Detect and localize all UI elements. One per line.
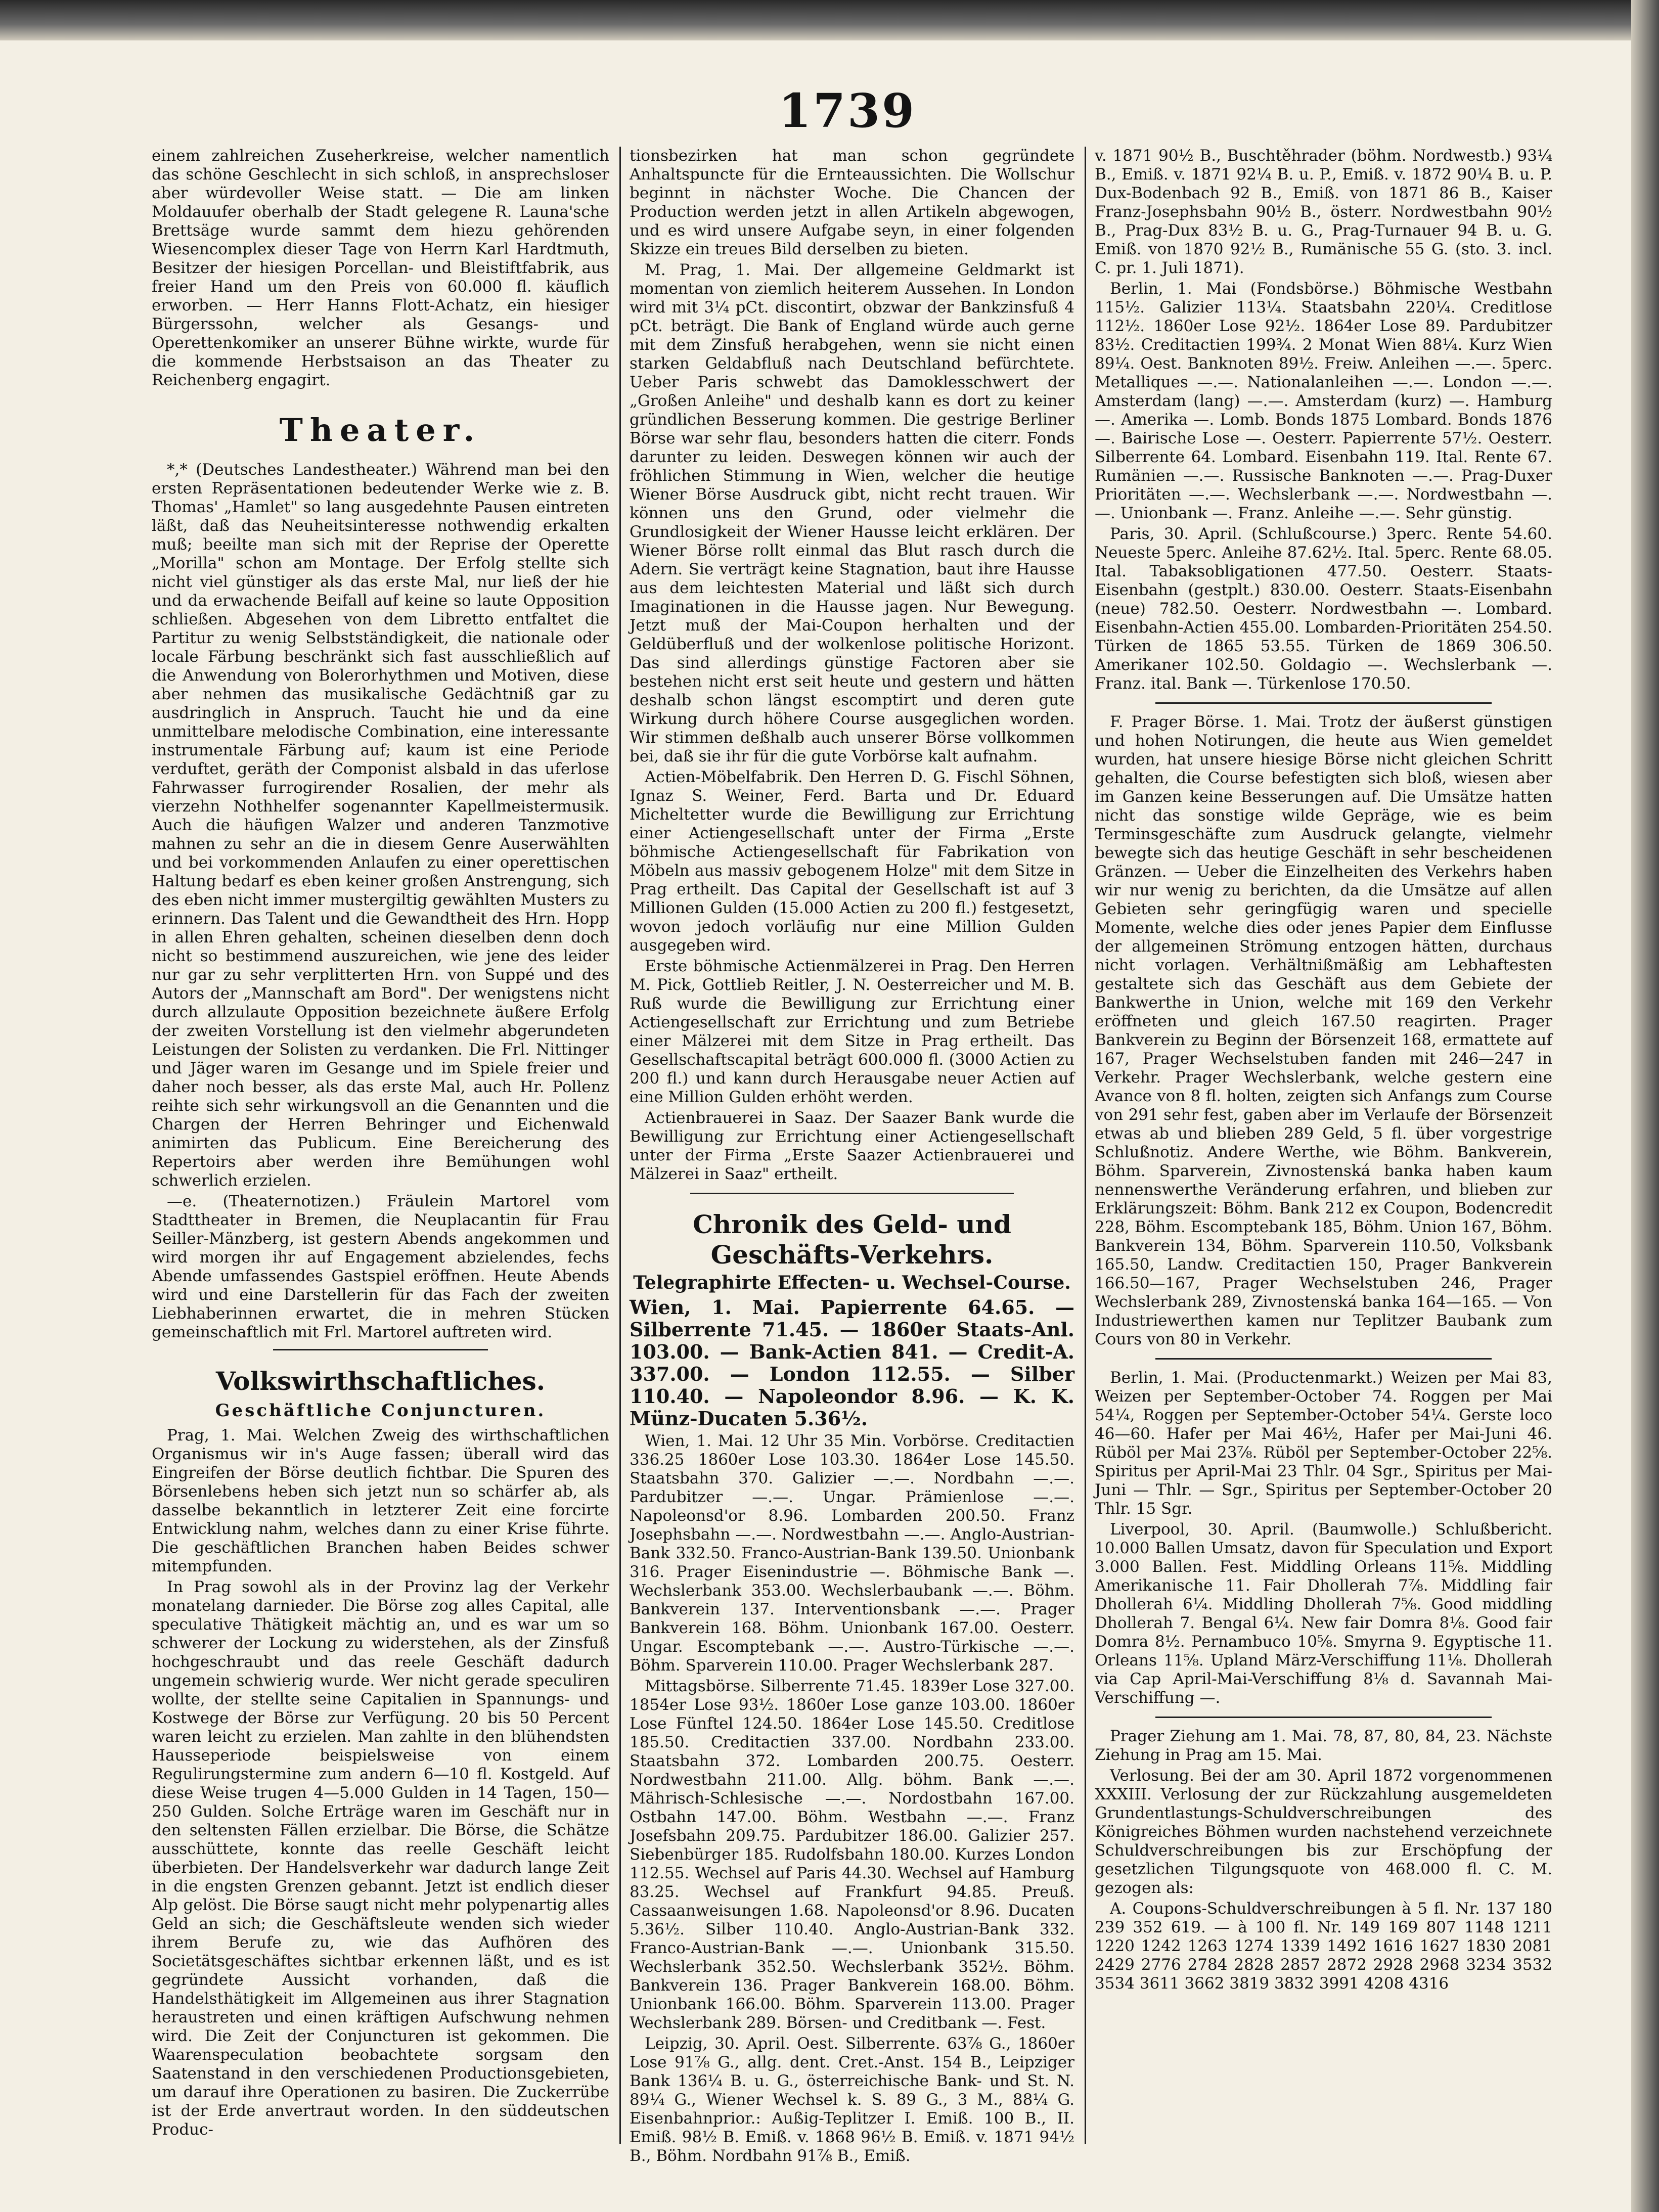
section-title-theater: Theater. — [279, 412, 482, 448]
telegraph-quotes: Wien, 1. Mai. Papierrente 64.65. — Silberrente 71.45. — 1860er Staats-Anl. 103.00. — Bank-Actien 841. — Credit-A. 337.00. — London 112.55. — Silber 110.40. — Napoleondor 8.96. — K. K. Münz-Ducaten 5.36½. — [630, 1296, 1074, 1430]
scan-border-top — [0, 0, 1659, 40]
paragraph: Liverpool, 30. April. (Baumwolle.) Schlußbericht. 10.000 Ballen Umsatz, davon für Speculation und Export 3.000 Ballen. Fest. Middling Orleans 11⅝. Middling Amerikanische 11. Fair Dhollerah 7⅞. Middling fair Dhollerah 6¼. Middling Dhollerah 7⅝. Good middling Dhollerah 7. Bengal 6¼. New fair Domra 8⅛. Good fair Domra 8½. Pernambuco 10⅝. Smyrna 9. Egyptische 11. Orleans 11⅝. Upland März-Verschiffung 11⅛. Dhollerah via Cap April-Mai-Verschiffung 8⅛ d. Savannah Mai-Verschiffung —. — [1095, 1520, 1552, 1707]
page-number: 1739 — [779, 83, 917, 138]
divider — [273, 1349, 488, 1350]
paragraph: Berlin, 1. Mai (Fondsbörse.) Böhmische Westbahn 115½. Galizier 113¼. Staatsbahn 220¼. Creditlose 112½. 1860er Lose 92½. 1864er Lose 89. Pardubitzer 83½. Creditactien 199¾. 2 Monat Wien 88¼. Kurz Wien 89¼. Oest. Banknoten 89½. Freiw. Anleihen —.—. 5perc. Metalliques —.—. Nationalanleihen —.—. London —.—. Amsterdam (lang) —.—. Amsterdam (kurz) —. Hamburg —. Amerika —. Lomb. Bonds 1875 Lombard. Bonds 1876 —. Bairische Lose —. Oesterr. Papierrente 57½. Oesterr. Silberrente 64. Lombard. Eisenbahn 119. Ital. Rente 67. Rumänien —.—. Russische Banknoten —.—. Prag-Duxer Prioritäten —.—. Wechslerbank —.—. Nordwestbahn —.—. Unionbank —. Franz. Anleihe —.—. Sehr günstig. — [1095, 280, 1552, 522]
paragraph: In Prag sowohl als in der Provinz lag der Verkehr monatelang darnieder. Die Börse zog alles Capital, alle speculative Thätigkeit mächtig an, und es war um so schwerer der Lockung zu widerstehen, als der Zinsfuß hochgeschraubt und das reele Geschäft dadurch ungemein schwierig wurde. Wer nicht gerade speculiren wollte, der stellte seine Capitalien in Spannungs- und Kostwege der Börse zur Verfügung. 20 bis 50 Percent waren leicht zu erzielen. Man zahlte in den blühendsten Hausseperiode beispielsweise von einem Regulirungstermine zum andern 6—10 fl. Kostgeld. Auf diese Weise trugen 4—5.000 Gulden in 14 Tagen, 150—250 Gulden. Solche Erträge waren im Geschäft nur in den seltensten Fällen erzielbar. Die Börse, die Schätze ausschüttete, konnte das reelle Geschäft leicht überbieten. Der Handelsverkehr war dadurch lange Zeit in die engsten Grenzen gebannt. Jetzt ist endlich dieser Alp gelöst. Die Börse saugt nicht mehr polypenartig alles Geld an sich; die Geschäftsleute wenden sich wieder ihrem Berufe zu, wie das Aufhören des Societätsgeschäftes sichtbar erkennen läßt, und es ist gegründete Aussicht vorhanden, daß die Handelsthätigkeit im Allgemeinen aus ihrer Stagnation heraustreten und einen kräftigen Aufschwung nehmen wird. Die Zeit der Conjuncturen ist gekommen. Die Waarenspeculation beobachtete sorgsam den Saatenstand in den verschiedenen Productionsgebieten, um darauf ihre Operationen zu basiren. Die Zuckerrübe ist der Erde anvertraut worden. In den süddeutschen Produc- — [152, 1578, 609, 2139]
subheading: Geschäftliche Conjuncturen. — [215, 1401, 546, 1421]
paragraph: Leipzig, 30. April. Oest. Silberrente. 63⅞ G., 1860er Lose 91⅞ G., allg. dent. Cret.-Anst. 154 B., Leipziger Bank 136¼ B. u. G., österreichische Bank- und St. N. 89¼ G., Wiener Wechsel k. S. 89 G., 3 M., 88¼ G. Eisenbahnprior.: Außig-Teplitzer I. Emiß. 100 B., II. Emiß. 98½ B. Emiß. v. 1868 96½ B. Emiß. v. 1871 94½ B., Böhm. Nordbahn 91⅞ B., Emiß. — [630, 2035, 1074, 2165]
subheading: Telegraphirte Effecten- u. Wechsel-Course. — [633, 1272, 1071, 1293]
paragraph: Erste böhmische Actienmälzerei in Prag. Den Herren M. Pick, Gottlieb Reitler, J. N. Oesterreicher und M. B. Ruß wurde die Bewilligung zur Errichtung einer Actiengesellschaft zur Errichtung und zum Betriebe einer Mälzerei mit dem Sitze in Prag ertheilt. Das Gesellschaftscapital beträgt 600.000 fl. (3000 Actien zu 200 fl.) und kann durch Herausgabe neuer Actien auf eine Million Gulden erhöht werden. — [630, 957, 1074, 1106]
column-1 — [152, 147, 609, 2149]
paragraph: Paris, 30. April. (Schlußcourse.) 3perc. Rente 54.60. Neueste 5perc. Anleihe 87.62½. Ital. 5perc. Rente 68.05. Ital. Tabaksobligationen 477.50. Oesterr. Staats-Eisenbahn (gestplt.) 830.00. Oesterr. Staats-Eisenbahn (neue) 782.50. Oesterr. Nordwestbahn —. Lombard. Eisenbahn-Actien 455.00. Lombarden-Prioritäten 254.50. Türken de 1865 53.55. Türken de 1869 306.50. Amerikaner 102.50. Goldagio —. Wechslerbank —. Franz. ital. Bank —. Türkenlose 170.50. — [1095, 525, 1552, 693]
divider — [690, 1193, 1014, 1194]
paragraph: v. 1871 90½ B., Buschtěhrader (böhm. Nordwestb.) 93¼ B., Emiß. v. 1871 92¼ B. u. P., Emiß. v. 1872 90¼ B. u. P. Dux-Bodenbach 92 B., Emiß. von 1871 86 B., Kaiser Franz-Josephsbahn 90½ B., österr. Nordwestbahn 90½ B., Prag-Dux 83½ B. u. G., Prag-Turnauer 94 B. u. G. Emiß. von 1870 92½ B., Rumänische 55 G. (sto. 3. incl. C. pr. 1. Juli 1871). — [1095, 147, 1552, 277]
scan-border-right — [1631, 0, 1659, 2212]
paragraph: F. Prager Börse. 1. Mai. Trotz der äußerst günstigen und hohen Notirungen, die heute aus Wien gemeldet wurden, hat unsere hiesige Börse nicht gleichen Schritt gehalten, die Course befestigten sich bloß, wiesen aber im Ganzen keine Besserungen auf. Die Umsätze hatten nicht das sonstige wilde Gepräge, wie es beim Terminsgeschäfte zum Ausdruck gelangte, vielmehr bewegte sich das heutige Geschäft in sehr bescheidenen Gränzen. — Ueber die Einzelheiten des Verkehrs haben wir nur wenig zu berichten, da die Umsätze auf allen Gebieten sehr geringfügig waren und specielle Momente, welche dies oder jenes Papier dem Einflusse der allgemeinen Strömung entzogen hätten, durchaus nicht vorlagen. Verhältnißmäßig am Lebhaftesten gestaltete sich das Geschäft aus dem Gebiete der Bankwerthe in Union, welche mit 169 den Verkehr eröffneten und gleich 167.50 reagirten. Prager Bankverein zu Beginn der Börsenzeit 168, ermattete auf 167, Prager Wechselstuben fanden mit 246—247 in Verkehr. Prager Wechslerbank, welche gestern eine Avance von 8 fl. holten, zeigten sich Anfangs zum Course von 291 sehr fest, gaben aber im Verlaufe der Börsenzeit etwas ab und blieben 289 Geld, 5 fl. über vorgestrige Schlußnotiz. Andere Werthe, wie Böhm. Bankverein, Böhm. Sparverein, Zivnostenská banka haben kaum nennenswerthe Veränderung erfahren, und blieben zur Erklärungszeit: Böhm. Bank 212 ex Coupon, Bodencredit 228, Böhm. Escomptebank 185, Böhm. Union 167, Böhm. Bankverein 134, Böhm. Sparverein 110.50, Volksbank 165.50, Landw. Creditactien 150, Prager Bankverein 166.50—167, Prager Wechselstuben 246, Prager Wechslerbank 289, Zivnostenská banka 164—165. — Von Industriewerthen kamen nur Teplitzer Baubank zum Cours von 80 in Verkehr. — [1095, 713, 1552, 1348]
paragraph: Prag, 1. Mai. Welchen Zweig des wirthschaftlichen Organismus wir in's Auge fassen; überall wird das Eingreifen der Börse deutlich fichtbar. Die Spuren des Börsenlebens heben sich jetzt nun so schärfer ab, als dasselbe bekanntlich in letzterer Zeit eine forcirte Entwicklung nahm, welches dann zu einer Krise führte. Die geschäftlichen Branchen haben Beides schwer mitempfunden. — [152, 1426, 609, 1575]
paragraph: —e. (Theaternotizen.) Fräulein Martorel vom Stadttheater in Bremen, die Neuplacantin für Frau Seiller-Mänzberg, ist gestern Abends angekommen und wird morgen ihr auf Engagement abzielendes, fechs Abende umfassendes Gastspiel eröffnen. Heute Abends wird und eine Darstellerin für das Fach der zweiten Liebhaberinnen erwartet, die in mehren Stücken gemeinschaftlich mit Frl. Martorel auftreten wird. — [152, 1192, 609, 1341]
column-rule — [1085, 147, 1086, 2144]
paragraph: Wien, 1. Mai. 12 Uhr 35 Min. Vorbörse. Creditactien 336.25 1860er Lose 103.30. 1864er Lose 145.50. Staatsbahn 370. Galizier —.—. Nordbahn —.—. Pardubitzer —.—. Ungar. Prämienlose —.—. Napoleonsd'or 8.96. Lombarden 200.50. Franz Josephsbahn —.—. Nordwestbahn —.—. Anglo-Austrian-Bank 332.50. Franco-Austrian-Bank 139.50. Unionbank 316. Prager Eisenindustrie —. Böhmische Bank —. Wechslerbank 353.00. Wechslerbaubank —.—. Böhm. Bankverein 137. Interventionsbank —.—. Prager Bankverein 168. Böhm. Unionbank 167.00. Oesterr. Ungar. Escomptebank —.—. Austro-Türkische —.—. Böhm. Sparverein 110.00. Prager Wechslerbank 287. — [630, 1432, 1074, 1675]
divider — [1155, 1717, 1492, 1718]
paragraph: Berlin, 1. Mai. (Productenmarkt.) Weizen per Mai 83, Weizen per September-October 74. Roggen per Mai 54¼, Roggen per September-October 54¼. Gerste loco 46—60. Hafer per Mai 46½, Hafer per Mai-Juni 46. Rüböl per Mai 23⅞. Rüböl per September-October 22⅝. Spiritus per April-Mai 23 Thlr. 04 Sgr., Spiritus per Mai-Juni — Thlr. — Sgr., Spiritus per September-October 20 Thlr. 15 Sgr. — [1095, 1369, 1552, 1518]
column-rule — [619, 147, 621, 2144]
section-title-chronik: Chronik des Geld- und Geschäfts-Verkehrs. — [693, 1209, 1011, 1270]
paragraph: M. Prag, 1. Mai. Der allgemeine Geldmarkt ist momentan von ziemlich heiterem Aussehen. In London wird mit 3¼ pCt. discontirt, obzwar der Bankzinsfuß 4 pCt. beträgt. Die Bank of England würde auch gerne mit dem Zinsfuß herabgehen, wenn sie nicht einen starken Geldabfluß nach Deutschland befürchtete. Ueber Paris schwebt das Damoklesschwert der „Großen Anleihe" und deshalb kann es dort zu keiner gründlichen Besserung kommen. Die gestrige Berliner Börse war sehr flau, besonders hatten die citerr. Fonds darunter zu leiden. Deswegen können wir auch der fröhlichen Stimmung in Wien, welcher die heutige Wiener Börse Ausdruck gibt, nicht recht trauen. Wir können uns den Grund, oder vielmehr die Grundlosigkeit der Wiener Hausse leicht erklären. Der Wiener Börse rollt einmal das Blut rasch durch die Adern. Sie verträgt keine Stagnation, baut ihre Hausse aus dem leichtesten Material und läßt sich durch Imaginationen in die Hausse jagen. Nur Bewegung. Jetzt muß der Mai-Coupon herhalten und der Geldüberfluß und der wolkenlose politische Horizont. Das sind allerdings günstige Factoren aber sie bestehen nicht erst seit heute und gestern und hätten deshalb schon längst escomptirt und deren gute Wirkung durch höhere Course ausgeglichen worden. Wir stimmen deßhalb auch unserer Börse vollkommen bei, daß sie ihr für die gute Vorbörse kalt aufnahm. — [630, 261, 1074, 765]
paragraph: Actien-Möbelfabrik. Den Herren D. G. Fischl Söhnen, Ignaz S. Weiner, Ferd. Barta und Dr. Eduard Micheltetter wurde die Bewilligung zur Errichtung einer Actiengesellschaft unter der Firma „Erste böhmische Actiengesellschaft für Fabrikation von Möbeln aus massiv gebogenem Holze" mit dem Sitze in Prag ertheilt. Das Capital der Gesellschaft ist auf 3 Millionen Gulden (15.000 Actien zu 200 fl.) festgesetzt, wovon jedoch vorläufig nur eine Million Gulden ausgegeben wird. — [630, 768, 1074, 955]
divider — [1155, 702, 1492, 704]
paragraph: einem zahlreichen Zuseherkreise, welcher namentlich das schöne Geschlecht in sich schloß, in ansprechsloser aber würdevoller Weise statt. — Die am linken Moldauufer oberhalb der Stadt gelegene R. Launa'sche Brettsäge wurde sammt dem hiezu gehörenden Wiesencomplex dieser Tage von Herrn Karl Hardtmuth, Besitzer der hiesigen Porcellan- und Bleistiftfabrik, aus freier Hand um den Preis von 60.000 fl. käuflich erworben. — Herr Hanns Flott-Achatz, ein hiesiger Bürgerssohn, welcher als Gesangs- und Operettenkomiker an unserer Bühne wirkte, wurde für die kommende Herbstsaison an das Theater zu Reichenberg engagirt. — [152, 147, 609, 389]
paragraph: *,* (Deutsches Landestheater.) Während man bei den ersten Repräsentationen bedeutender Werke wie z. B. Thomas' „Hamlet" so lang ausgedehnte Pausen eintreten läßt, daß das Neuheitsinteresse nothwendig erkalten muß; beeilte man sich mit der Reprise der Operette „Morilla" schon am Montage. Der Erfolg stellte sich nicht viel günstiger als das erste Mal, nur ließ der hie und da erwachende Beifall auf keine so laute Opposition schließen. Abgesehen von dem Libretto entfaltet die Partitur zu wenig Selbstständigkeit, die nationale oder locale Färbung beschränkt sich fast ausschließlich auf die Anwendung von Bolerorhythmen und Motiven, diese aber nehmen das musikalische Gedächtniß gar zu ausdringlich in Anspruch. Taucht hie und da eine unmittelbare melodische Combination, eine interessante instrumentale Färbung auf; kaum ist eine Periode verduftet, geräth der Componist alsbald in das uferlose Fahrwasser furrogirender Rosalien, der mehr als vierzehn Nothhelfer sogenannter Kapellmeistermusik. Auch die häufigen Walzer und anderen Tanzmotive mahnen zu sehr an die in diesem Genre Auserwählten und bei vorkommenden Anlaufen zu einer operettischen Haltung bedarf es eben keiner großen Anstrengung, sich des eben nicht immer mustergiltig gewählten Musters zu erinnern. Das Talent und die Gewandtheit des Hrn. Hopp in allen Ehren gehalten, scheinen dieselben denn doch nicht so bestimmend auszureichen, wie jene des leider nur gar zu sehr verplitterten Hrn. von Suppé und des Autors der „Mannschaft am Bord". Der wenigstens nicht durch allzulaute Opposition bezeichnete äußere Erfolg der zweiten Vorstellung ist den vielmehr abgerundeten Leistungen der Solisten zu verdanken. Die Frl. Nittinger und Jäger waren im Gesange und im Spiele freier und daher noch besser, als das erste Mal, auch Hr. Pollenz reihte sich sehr wirkungsvoll an die Genannten und die Chargen der Herren Behringer und Eichenwald animirten das Publicum. Eine Bereicherung des Repertoirs aber werden ihre Bemühungen wohl schwerlich erzielen. — [152, 461, 609, 1190]
paragraph: Verlosung. Bei der am 30. April 1872 vorgenommenen XXXIII. Verlosung der zur Rückzahlung ausgemeldeten Grundentlastungs-Schuldverschreibungen des Königreiches Böhmen wurden nachstehend verzeichnete Schuldverschreibungen bis zur Erschöpfung der gesetzlichen Tilgungsquote von 468.000 fl. C. M. gezogen als: — [1095, 1767, 1552, 1897]
paragraph: A. Coupons-Schuldverschreibungen à 5 fl. Nr. 137 180 239 352 619. — à 100 fl. Nr. 149 169 807 1148 1211 1220 1242 1263 1274 1339 1492 1616 1627 1830 2081 2429 2776 2784 2828 2857 2872 2928 2968 3234 3532 3534 3611 3662 3819 3832 3991 4208 4316 — [1095, 1900, 1552, 1993]
divider — [1155, 1358, 1492, 1360]
section-title-volkswirthschaft: Volkswirthschaftliches. — [215, 1366, 546, 1396]
paragraph: Prager Ziehung am 1. Mai. 78, 87, 80, 84, 23. Nächste Ziehung in Prag am 15. Mai. — [1095, 1727, 1552, 1764]
paragraph: Mittagsbörse. Silberrente 71.45. 1839er Lose 327.00. 1854er Lose 93½. 1860er Lose ganze 103.00. 1860er Lose Fünftel 124.50. 1864er Lose 145.50. Creditlose 185.50. Creditactien 337.00. Nordbahn 233.00. Staatsbahn 372. Lombarden 200.75. Oesterr. Nordwestbahn 211.00. Allg. böhm. Bank —.—. Mährisch-Schlesische —.—. Nordostbahn 167.00. Ostbahn 147.00. Böhm. Westbahn —.—. Franz Josefsbahn 209.75. Pardubitzer 186.00. Galizier 257. Siebenbürger 185. Rudolfsbahn 180.00. Kurzes London 112.55. Wechsel auf Paris 44.30. Wechsel auf Hamburg 83.25. Wechsel auf Frankfurt 94.85. Preuß. Cassaanweisungen 1.68. Napoleonsd'or 8.96. Ducaten 5.36½. Silber 110.40. Anglo-Austrian-Bank 332. Franco-Austrian-Bank —.—. Unionbank 315.50. Wechslerbank 352.50. Wechslerbank 352½. Böhm. Bankverein 136. Prager Bankverein 168.00. Böhm. Unionbank 166.00. Böhm. Sparverein 113.00. Prager Wechslerbank 289. Börsen- und Creditbank —. Fest. — [630, 1677, 1074, 2032]
column-2 — [630, 147, 1074, 2165]
paragraph: Actienbrauerei in Saaz. Der Saazer Bank wurde die Bewilligung zur Errichtung einer Actiengesellschaft unter der Firma „Erste Saazer Actienbrauerei und Mälzerei in Saaz" ertheilt. — [630, 1109, 1074, 1183]
column-3 — [1095, 147, 1552, 2149]
paragraph: tionsbezirken hat man schon gegründete Anhaltspuncte für die Ernteaussichten. Die Wollschur beginnt in nächster Woche. Die Chancen der Production werden jetzt in allen Artikeln abgewogen, und es wird unsere Aufgabe seyn, in einer folgenden Skizze ein treues Bild derselben zu bieten. — [630, 147, 1074, 258]
